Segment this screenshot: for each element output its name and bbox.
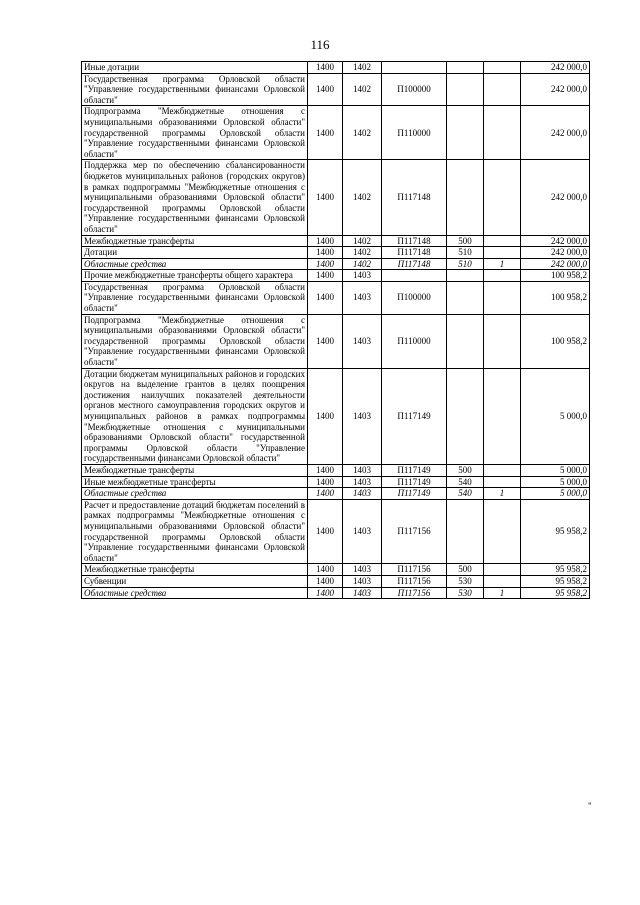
- amount-cell: 95 958,2: [521, 575, 590, 587]
- expense-type-cell: 500: [447, 464, 484, 476]
- funding-source-cell: [484, 270, 521, 282]
- target-article-cell: П117149: [382, 368, 447, 464]
- closing-quote-mark: ": [588, 801, 592, 811]
- funding-source-cell: [484, 575, 521, 587]
- amount-cell: 242 000,0: [521, 160, 590, 235]
- amount-cell: 100 958,2: [521, 314, 590, 368]
- amount-cell: 242 000,0: [521, 247, 590, 259]
- table-row: [82, 281, 590, 314]
- table-row: [82, 575, 590, 587]
- target-article-cell: П100000: [382, 281, 447, 314]
- page-number: 116: [310, 37, 330, 52]
- subsection-code-cell: 1403: [343, 314, 382, 368]
- subsection-code-cell: 1403: [343, 281, 382, 314]
- subsection-code-cell: 1403: [343, 564, 382, 576]
- item-name-cell: Субвенции: [82, 575, 308, 587]
- budget-table: [81, 61, 590, 599]
- target-article-cell: [382, 270, 447, 282]
- expense-type-cell: 510: [447, 258, 484, 270]
- amount-cell: 95 958,2: [521, 587, 590, 599]
- expense-type-cell: 500: [447, 235, 484, 247]
- expense-type-cell: 530: [447, 587, 484, 599]
- table-row: [82, 314, 590, 368]
- section-code-cell: 1400: [308, 368, 343, 464]
- amount-cell: 5 000,0: [521, 464, 590, 476]
- amount-cell: 5 000,0: [521, 488, 590, 500]
- item-name-cell: Областные средства: [82, 587, 308, 599]
- section-code-cell: 1400: [308, 575, 343, 587]
- amount-cell: 242 000,0: [521, 106, 590, 160]
- target-article-cell: П117149: [382, 476, 447, 488]
- subsection-code-cell: 1403: [343, 488, 382, 500]
- funding-source-cell: [484, 564, 521, 576]
- funding-source-cell: [484, 247, 521, 259]
- item-name-cell: Областные средства: [82, 488, 308, 500]
- section-code-cell: 1400: [308, 270, 343, 282]
- expense-type-cell: [447, 106, 484, 160]
- section-code-cell: 1400: [308, 106, 343, 160]
- subsection-code-cell: 1403: [343, 270, 382, 282]
- amount-cell: 5 000,0: [521, 368, 590, 464]
- item-name-cell: Подпрограмма "Межбюджетные отношения с муниципальными образованиями Орловской области" государственной программы Орловской области "Управление государственными финансами Орловской области": [82, 106, 308, 160]
- amount-cell: 5 000,0: [521, 476, 590, 488]
- table-row: [82, 247, 590, 259]
- item-name-cell: Поддержка мер по обеспечению сбалансированности бюджетов муниципальных районов (городских округов) в рамках подпрограммы "Межбюджетные отношения с муниципальными образованиями Орловской области" государственной программы Орловской области "Управление государственными финансами Орловской области": [82, 160, 308, 235]
- funding-source-cell: 1: [484, 587, 521, 599]
- section-code-cell: 1400: [308, 160, 343, 235]
- section-code-cell: 1400: [308, 247, 343, 259]
- funding-source-cell: 1: [484, 488, 521, 500]
- funding-source-cell: [484, 314, 521, 368]
- subsection-code-cell: 1402: [343, 258, 382, 270]
- section-code-cell: 1400: [308, 476, 343, 488]
- section-code-cell: 1400: [308, 281, 343, 314]
- section-code-cell: 1400: [308, 488, 343, 500]
- table-row: [82, 368, 590, 464]
- funding-source-cell: [484, 281, 521, 314]
- table-row: [82, 62, 590, 74]
- funding-source-cell: [484, 73, 521, 106]
- item-name-cell: Расчет и предоставление дотаций бюджетам поселений в рамках подпрограммы "Межбюджетные отношения с муниципальными образованиями Орловской области" государственной программы Орловской области "Управление государственными финансами Орловской области": [82, 499, 308, 564]
- subsection-code-cell: 1403: [343, 587, 382, 599]
- expense-type-cell: [447, 368, 484, 464]
- funding-source-cell: [484, 160, 521, 235]
- item-name-cell: Межбюджетные трансферты: [82, 235, 308, 247]
- budget-table-body: [82, 62, 590, 599]
- target-article-cell: П117156: [382, 564, 447, 576]
- expense-type-cell: [447, 160, 484, 235]
- funding-source-cell: [484, 62, 521, 74]
- subsection-code-cell: 1402: [343, 160, 382, 235]
- item-name-cell: Подпрограмма "Межбюджетные отношения с муниципальными образованиями Орловской области" государственной программы Орловской области "Управление государственными финансами Орловской области": [82, 314, 308, 368]
- funding-source-cell: [484, 499, 521, 564]
- subsection-code-cell: 1402: [343, 73, 382, 106]
- expense-type-cell: [447, 499, 484, 564]
- target-article-cell: П117148: [382, 160, 447, 235]
- expense-type-cell: 530: [447, 575, 484, 587]
- expense-type-cell: [447, 73, 484, 106]
- table-row: [82, 270, 590, 282]
- funding-source-cell: [484, 476, 521, 488]
- expense-type-cell: 540: [447, 476, 484, 488]
- amount-cell: 242 000,0: [521, 235, 590, 247]
- funding-source-cell: [484, 464, 521, 476]
- target-article-cell: П117156: [382, 575, 447, 587]
- section-code-cell: 1400: [308, 235, 343, 247]
- subsection-code-cell: 1402: [343, 247, 382, 259]
- subsection-code-cell: 1403: [343, 499, 382, 564]
- subsection-code-cell: 1402: [343, 62, 382, 74]
- target-article-cell: П110000: [382, 106, 447, 160]
- section-code-cell: 1400: [308, 258, 343, 270]
- expense-type-cell: 510: [447, 247, 484, 259]
- funding-source-cell: [484, 368, 521, 464]
- amount-cell: 100 958,2: [521, 270, 590, 282]
- section-code-cell: 1400: [308, 314, 343, 368]
- table-row: [82, 106, 590, 160]
- section-code-cell: 1400: [308, 499, 343, 564]
- table-row: [82, 587, 590, 599]
- item-name-cell: Межбюджетные трансферты: [82, 564, 308, 576]
- expense-type-cell: [447, 62, 484, 74]
- target-article-cell: П117149: [382, 464, 447, 476]
- expense-type-cell: [447, 281, 484, 314]
- table-row: [82, 73, 590, 106]
- table-row: [82, 564, 590, 576]
- section-code-cell: 1400: [308, 62, 343, 74]
- table-row: [82, 160, 590, 235]
- target-article-cell: П117148: [382, 235, 447, 247]
- amount-cell: 95 958,2: [521, 564, 590, 576]
- section-code-cell: 1400: [308, 73, 343, 106]
- target-article-cell: П117149: [382, 488, 447, 500]
- target-article-cell: П117156: [382, 587, 447, 599]
- subsection-code-cell: 1403: [343, 476, 382, 488]
- item-name-cell: Государственная программа Орловской области "Управление государственными финансами Орловской области": [82, 281, 308, 314]
- amount-cell: 95 958,2: [521, 499, 590, 564]
- table-row: [82, 235, 590, 247]
- target-article-cell: П117148: [382, 247, 447, 259]
- target-article-cell: П110000: [382, 314, 447, 368]
- item-name-cell: Иные межбюджетные трансферты: [82, 476, 308, 488]
- item-name-cell: Дотации: [82, 247, 308, 259]
- expense-type-cell: [447, 270, 484, 282]
- table-row: [82, 499, 590, 564]
- table-row: [82, 488, 590, 500]
- table-row: [82, 258, 590, 270]
- funding-source-cell: 1: [484, 258, 521, 270]
- item-name-cell: Областные средства: [82, 258, 308, 270]
- item-name-cell: Дотации бюджетам муниципальных районов и городских округов на выделение грантов в целях поощрения достижения наилучших показателей деятельности органов местного самоуправления городских округов и муниципальных районов в рамках подпрограммы "Межбюджетные отношения с муниципальными образованиями Орловской области" государственной программы Орловской области "Управление государственными финансами Орловской области": [82, 368, 308, 464]
- table-row: [82, 464, 590, 476]
- amount-cell: 242 000,0: [521, 62, 590, 74]
- section-code-cell: 1400: [308, 464, 343, 476]
- target-article-cell: [382, 62, 447, 74]
- section-code-cell: 1400: [308, 564, 343, 576]
- item-name-cell: Иные дотации: [82, 62, 308, 74]
- section-code-cell: 1400: [308, 587, 343, 599]
- expense-type-cell: 500: [447, 564, 484, 576]
- target-article-cell: П117148: [382, 258, 447, 270]
- subsection-code-cell: 1402: [343, 106, 382, 160]
- amount-cell: 100 958,2: [521, 281, 590, 314]
- item-name-cell: Межбюджетные трансферты: [82, 464, 308, 476]
- subsection-code-cell: 1402: [343, 235, 382, 247]
- target-article-cell: П117156: [382, 499, 447, 564]
- subsection-code-cell: 1403: [343, 575, 382, 587]
- target-article-cell: П100000: [382, 73, 447, 106]
- item-name-cell: Государственная программа Орловской области "Управление государственными финансами Орловской области": [82, 73, 308, 106]
- expense-type-cell: 540: [447, 488, 484, 500]
- subsection-code-cell: 1403: [343, 368, 382, 464]
- amount-cell: 242 000,0: [521, 73, 590, 106]
- table-row: [82, 476, 590, 488]
- subsection-code-cell: 1403: [343, 464, 382, 476]
- funding-source-cell: [484, 235, 521, 247]
- item-name-cell: Прочие межбюджетные трансферты общего характера: [82, 270, 308, 282]
- amount-cell: 242 000,0: [521, 258, 590, 270]
- expense-type-cell: [447, 314, 484, 368]
- funding-source-cell: [484, 106, 521, 160]
